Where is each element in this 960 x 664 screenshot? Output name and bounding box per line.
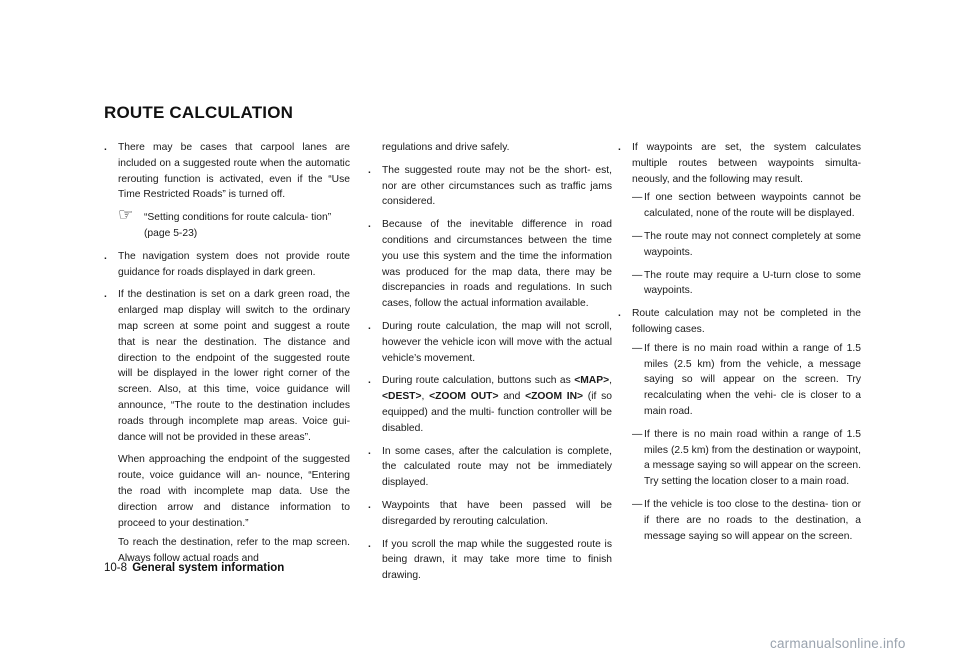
bullet-mark: . bbox=[368, 320, 371, 332]
dest-key-label: <DEST> bbox=[382, 391, 422, 403]
list-item bbox=[368, 498, 612, 530]
bullet-text: There may be cases that carpool lanes are included on a suggested route when the automatic rerouting function is activated, even if the “Use Time Restricted Roads” is turned off. bbox=[118, 142, 350, 201]
paragraph-continued: regulations and drive safely. bbox=[382, 142, 510, 153]
section-title: ROUTE CALCULATION bbox=[104, 103, 294, 122]
paragraph: When approaching the endpoint of the suggested route, voice guidance will an- nounce, “Entering the road with incomplete map data. Use the direction arrow and distance information to proceed to your destination.” bbox=[118, 454, 350, 529]
sub-item bbox=[618, 190, 861, 222]
list-item bbox=[618, 306, 861, 338]
reference-text[interactable]: “Setting conditions for route calcula- tion” (page 5-23) bbox=[144, 212, 332, 239]
sub-item-text: If one section between waypoints cannot be calculated, none of the route will be displayed. bbox=[644, 192, 861, 220]
bullet-text: The navigation system does not provide route guidance for roads displayed in dark green. bbox=[118, 250, 350, 278]
bullet-text-tail: (if so equipped) and the multi- function controller will be disabled. bbox=[382, 391, 612, 434]
bullet-text: If the destination is set on a dark green road, the enlarged map display will switch to the ordinary map screen at some point and suggest a route that is near the destination. The distance and direction to the endpoint of the suggested route will be displayed in the lower right corner of the screen. Also, at this time, voice guidance will announce, “The route to the destination includes roads through incomplete map areas. Voice gui- dance will not be provided in these areas”. bbox=[118, 289, 350, 443]
sub-item-text: The route may not connect completely at some waypoints. bbox=[644, 230, 861, 258]
page-number: 10-8 bbox=[104, 562, 128, 574]
dash-mark: — bbox=[632, 498, 643, 510]
bullet-text: If waypoints are set, the system calculates multiple routes between waypoints simulta- neously, and the following may result. bbox=[632, 142, 861, 185]
sub-item bbox=[618, 341, 861, 420]
bullet-mark: . bbox=[104, 250, 107, 262]
list-item bbox=[104, 249, 350, 281]
bullet-text: Waypoints that have been passed will be disregarded by rerouting calculation. bbox=[382, 499, 612, 527]
list-item bbox=[368, 319, 612, 366]
bullet-mark: . bbox=[368, 445, 371, 457]
bullet-mark: . bbox=[104, 289, 107, 301]
bullet-text: The suggested route may not be the short- est, nor are other circumstances such as traffic jams considered. bbox=[382, 164, 612, 208]
zoom-out-key-label: <ZOOM OUT> bbox=[429, 391, 499, 403]
bullet-text: If you scroll the map while the suggested route is being drawn, it may take more time to finish drawing. bbox=[382, 538, 612, 582]
paragraph: To reach the destination, refer to the map screen. Always follow actual roads and bbox=[118, 537, 350, 565]
list-item: . During route calculation, buttons such as <MAP>, <DEST>, <ZOOM OUT> and <ZOOM IN> (if so equipped) and the multi- function controller will be disabled. bbox=[368, 375, 612, 434]
list-item bbox=[104, 287, 350, 445]
list-item bbox=[368, 444, 612, 491]
bullet-text: During route calculation, buttons such as bbox=[382, 375, 571, 387]
dash-mark: — bbox=[632, 428, 643, 440]
dash-mark: — bbox=[632, 342, 643, 354]
sub-item bbox=[618, 229, 861, 261]
column-3 bbox=[618, 140, 861, 551]
bullet-mark: . bbox=[368, 219, 371, 231]
sub-item-text: If there is no main road within a range of 1.5 miles (2.5 km) from the destination or waypoint, a message saying so will appear on the screen. Try setting the location closer to a main road. bbox=[644, 428, 861, 488]
list-item bbox=[368, 537, 612, 584]
list-item bbox=[368, 163, 612, 210]
sub-item-text: If the vehicle is too close to the destina- tion or if there are no roads to the destination, a message saying so will appear on the screen. bbox=[644, 498, 861, 542]
page-footer bbox=[104, 562, 284, 574]
sub-item-text: If there is no main road within a range of 1.5 miles (2.5 km) from the vehicle, a message saying so will appear on the screen. Try recalculating when the vehi- cle is closer to a main road. bbox=[644, 342, 861, 417]
and-word: and bbox=[503, 391, 521, 403]
bullet-text: In some cases, after the calculation is complete, the calculated route may not be immediately displayed. bbox=[382, 445, 612, 489]
bullet-mark: . bbox=[368, 499, 371, 511]
list-item bbox=[104, 140, 350, 203]
dash-mark: — bbox=[632, 230, 643, 242]
watermark: carmanualsonline.info bbox=[770, 636, 906, 651]
bullet-text: Route calculation may not be completed in the following cases. bbox=[632, 308, 861, 335]
sub-item bbox=[618, 268, 861, 300]
sub-item bbox=[618, 497, 861, 544]
bullet-mark: . bbox=[368, 375, 371, 387]
bullet-mark: . bbox=[368, 538, 371, 550]
list-item bbox=[368, 217, 612, 312]
cross-reference[interactable] bbox=[104, 205, 350, 242]
column-1 bbox=[104, 140, 350, 571]
bullet-text: During route calculation, the map will not scroll, however the vehicle icon will move with the actual vehicle’s movement. bbox=[382, 320, 612, 364]
footer-title: General system information bbox=[132, 562, 285, 574]
pointing-hand-icon: ☞ bbox=[118, 205, 134, 226]
sub-item-text: The route may require a U-turn close to some waypoints. bbox=[644, 269, 861, 297]
bullet-mark: . bbox=[368, 164, 371, 176]
bullet-mark: . bbox=[618, 142, 621, 153]
column-2 bbox=[368, 140, 612, 591]
dash-mark: — bbox=[632, 269, 643, 281]
zoom-in-key-label: <ZOOM IN> bbox=[525, 391, 584, 403]
dash-mark: — bbox=[632, 192, 643, 204]
list-item bbox=[618, 140, 861, 187]
sub-item bbox=[618, 427, 861, 490]
bullet-mark: . bbox=[104, 142, 107, 153]
bullet-text: Because of the inevitable difference in road conditions and circumstances between the time you use this system and the time the information was produced for the map data, there may be discrepancies in roads and regulations. In such cases, follow the actual information available. bbox=[382, 219, 612, 310]
map-key-label: <MAP> bbox=[574, 375, 610, 387]
bullet-mark: . bbox=[618, 308, 621, 320]
